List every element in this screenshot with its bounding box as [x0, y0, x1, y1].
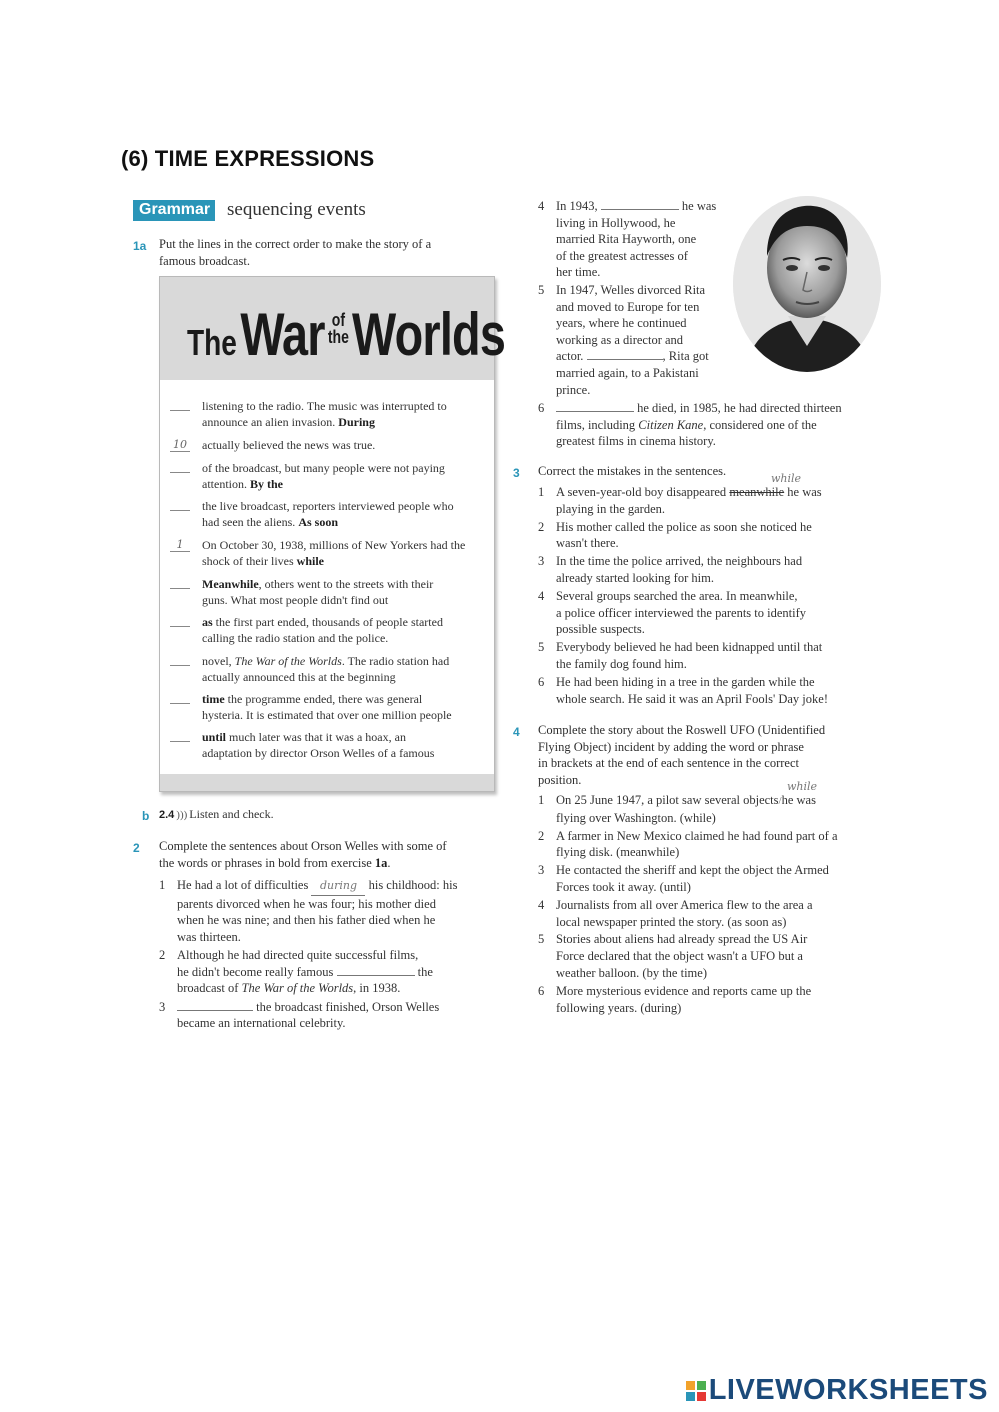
- sentence-number: 4: [538, 199, 545, 213]
- listen-text: Listen and check.: [189, 807, 274, 821]
- sentence-number: 4: [538, 897, 545, 912]
- bold-phrase: Meanwhile: [202, 577, 259, 591]
- sentence-text: he was: [784, 485, 822, 499]
- instruction-line: the words or phrases in bold from exercise: [159, 855, 375, 870]
- exercise-instruction: [159, 838, 447, 871]
- sentence-text: actor.: [556, 349, 587, 364]
- sentence: [159, 877, 499, 945]
- sentence: [538, 588, 883, 638]
- sentence: [538, 983, 883, 1017]
- instruction-line: Complete the story about the Roswell UFO (Unidentified: [538, 723, 826, 737]
- answer-blank[interactable]: [556, 400, 634, 412]
- sentence-number: 1: [538, 793, 545, 807]
- sentence-text: , Rita got: [662, 349, 709, 364]
- sentence-text: In the time the police arrived, the neighbours had: [556, 554, 803, 569]
- sentence-text: A seven-year-old boy disappeared: [556, 485, 730, 499]
- sentence-text: flying disk. (meanwhile): [556, 845, 680, 860]
- exercise-number: b: [142, 809, 150, 823]
- answer-blank[interactable]: [170, 499, 192, 511]
- sentence-text: was thirteen.: [177, 929, 241, 944]
- sentence-text: married Rita Hayworth, one: [556, 232, 697, 247]
- sentence-number: 5: [538, 640, 545, 655]
- exercise-number: 4: [513, 725, 520, 739]
- bold-phrase: while: [296, 553, 324, 568]
- caret-mark: /: [778, 795, 782, 807]
- sentence: [538, 828, 883, 862]
- item-text: guns. What most people didn't find out: [202, 592, 389, 607]
- answer-blank[interactable]: [170, 399, 192, 411]
- sentence-text: already started looking for him.: [556, 570, 714, 585]
- sentence-text: the broadcast finished, Orson Welles: [253, 999, 440, 1014]
- sentence-text: Although he had directed quite successful films,: [177, 948, 419, 962]
- sentence: [538, 674, 883, 708]
- sentence-number: 3: [538, 863, 545, 878]
- sentence-text: He had a lot of difficulties: [177, 878, 312, 892]
- answer-blank[interactable]: [170, 538, 192, 552]
- sentence-text: In 1943,: [556, 199, 601, 213]
- instruction-line: famous broadcast.: [159, 253, 250, 268]
- sentence-text: playing in the garden.: [556, 501, 665, 516]
- sentence-text: of the greatest actresses of: [556, 248, 688, 263]
- logo-of-the: [328, 312, 349, 346]
- sentence-number: 6: [538, 674, 545, 689]
- sentence-text: possible suspects.: [556, 622, 645, 637]
- instruction-line: position.: [538, 772, 582, 787]
- item-text: adaptation by director Orson Welles of a famous: [202, 745, 435, 760]
- item-text: actually announced this at the beginning: [202, 669, 396, 684]
- answer-blank[interactable]: [170, 615, 192, 627]
- sentence-number: 5: [538, 282, 545, 297]
- sentence-text: Force declared that the object wasn't a UFO but a: [556, 949, 803, 964]
- sentence-text: Forces took it away. (until): [556, 879, 691, 894]
- story-box: [159, 276, 506, 792]
- bold-phrase: By the: [250, 476, 283, 491]
- sentence-number: 3: [538, 554, 545, 569]
- answer-blank[interactable]: [170, 461, 192, 473]
- listen-line: [159, 807, 274, 823]
- sentence-text: parents divorced when he was four; his mother died: [177, 896, 436, 911]
- item-text: novel,: [202, 654, 235, 668]
- sentence-text: flying over Washington. (while): [556, 810, 716, 825]
- answer-blank[interactable]: [170, 577, 192, 589]
- instruction-line: Flying Object) incident by adding the word or phrase: [538, 739, 804, 754]
- sentence-number: 1: [538, 485, 545, 499]
- sentence-text: whole search. He said it was an April Fools' Day joke!: [556, 691, 828, 706]
- sentence-text: he died, in 1985, he had directed thirteen: [634, 401, 842, 415]
- item-text: shock of their lives: [202, 553, 297, 568]
- answer-blank[interactable]: [337, 964, 415, 976]
- instruction-line: .: [387, 855, 391, 870]
- sentence: [538, 400, 883, 450]
- page-title: (6) TIME EXPRESSIONS: [121, 146, 375, 171]
- ex2-sentences: [159, 877, 499, 1032]
- sentence-text: married again, to a Pakistani: [556, 365, 699, 380]
- item-text: attention.: [202, 476, 250, 491]
- sentence: [538, 862, 883, 896]
- bold-phrase: During: [338, 414, 375, 429]
- sentence: [159, 947, 499, 997]
- sentence-text: became an international celebrity.: [177, 1016, 346, 1030]
- item-text: the programme ended, there was general: [224, 692, 423, 706]
- exercise-instruction: Correct the mistakes in the sentences.: [538, 464, 727, 478]
- sentence-number: 4: [538, 588, 545, 603]
- exercise-number: 2: [133, 841, 140, 855]
- handwritten-answer[interactable]: during: [311, 878, 365, 896]
- sentence-text: local newspaper printed the story. (as soon as): [556, 914, 787, 929]
- ex4-sentences: [538, 792, 883, 1016]
- sentence-text: the: [414, 964, 433, 979]
- sentence-text: working as a director and: [556, 332, 684, 347]
- exercise-instruction: [538, 722, 825, 788]
- sentence-text: years, where he continued: [556, 316, 687, 331]
- italic-title: Citizen Kane: [638, 417, 704, 432]
- bold-phrase: As soon: [298, 514, 338, 529]
- item-text: of the broadcast, but many people were not paying: [202, 461, 445, 475]
- answer-blank[interactable]: [601, 198, 679, 210]
- bold-phrase: until: [202, 730, 227, 744]
- portrait-illustration: [733, 196, 881, 372]
- sentence-text: Everybody believed he had been kidnapped until that: [556, 640, 823, 655]
- sentence-text: a police officer interviewed the parents to identify: [556, 605, 807, 620]
- sentence-text: Journalists from all over America flew to the area a: [556, 897, 813, 912]
- item-text: much later was that it was a hoax, an: [226, 730, 406, 744]
- sentence-text: he didn't become really famous: [177, 964, 337, 979]
- sentence-text: the family dog found him.: [556, 656, 687, 671]
- portrait-photo: [733, 196, 881, 372]
- sentence: [538, 553, 883, 587]
- answer-blank[interactable]: [177, 999, 253, 1011]
- item-text: had seen the aliens.: [202, 514, 299, 529]
- liveworksheets-logo-icon: [686, 1376, 706, 1396]
- sentence-number: 2: [159, 948, 166, 962]
- item-text: calling the radio station and the police.: [202, 630, 389, 645]
- answer-blank[interactable]: [587, 348, 663, 360]
- logo-word: of: [331, 310, 346, 330]
- exercise-reference: 1a: [374, 855, 388, 870]
- exercise-instruction: [159, 236, 431, 269]
- logo-word: The: [187, 322, 237, 363]
- sentence: [538, 931, 883, 981]
- logo-text: LIVEWORKSHEETS: [708, 1374, 988, 1406]
- item-text: listening to the radio. The music was interrupted to: [202, 399, 447, 413]
- sentence-text: wasn't there.: [556, 536, 619, 551]
- sentence-text: films, including: [556, 417, 639, 432]
- item-text: the live broadcast, reporters interviewed people who: [202, 499, 454, 513]
- sentence-text: he was: [781, 793, 816, 807]
- item-text: actually believed the news was true.: [202, 438, 376, 452]
- sentence: [538, 198, 738, 281]
- sentence-text: he was: [678, 199, 717, 213]
- handwritten-answer: 10: [170, 438, 190, 452]
- italic-title: The War of the Worlds: [241, 981, 354, 995]
- story-box-header: [160, 277, 506, 380]
- sentence-text: A farmer in New Mexico claimed he had found part of a: [556, 828, 838, 843]
- sentence-text: His mother called the police as soon she noticed he: [556, 519, 812, 534]
- item-text: , others went to the streets with their: [258, 577, 434, 591]
- sentence: [538, 792, 883, 827]
- sentence-text: her time.: [556, 265, 601, 280]
- answer-blank[interactable]: [170, 438, 192, 452]
- sentence-text: In 1947, Welles divorced Rita: [556, 282, 706, 297]
- sentence-text: living in Hollywood, he: [556, 215, 676, 230]
- sentence-text: broadcast of: [177, 981, 242, 995]
- sentence-text: following years. (during): [556, 1000, 682, 1015]
- sentence-number: 2: [538, 828, 545, 843]
- handwritten-correction: while: [771, 472, 802, 485]
- sentence: [538, 519, 883, 553]
- sentence-number: 3: [159, 999, 166, 1014]
- item-text: On October 30, 1938, millions of New Yorkers had the: [202, 538, 466, 552]
- bold-phrase: time: [202, 692, 225, 706]
- sentence-text: weather balloon. (by the time): [556, 965, 707, 980]
- sentence-text: when he was nine; and then his father died when he: [177, 913, 436, 927]
- sentence: [538, 639, 883, 673]
- instruction-line: Put the lines in the correct order to make the story of a: [159, 237, 432, 251]
- item-text: the first part ended, thousands of people started: [212, 615, 443, 629]
- sentence-text: , in 1938.: [353, 981, 401, 995]
- item-text: announce an alien invasion.: [202, 414, 339, 429]
- sentence-text: More mysterious evidence and reports came up the: [556, 983, 812, 998]
- instruction-line: in brackets at the end of each sentence in the correct: [538, 756, 799, 771]
- sentence: [538, 282, 738, 398]
- struck-word: meanwhile: [729, 485, 785, 499]
- war-of-the-worlds-logo: [187, 300, 505, 369]
- answer-blank[interactable]: [170, 654, 192, 666]
- sentence: [159, 999, 499, 1032]
- sentence-text: He contacted the sheriff and kept the object the Armed: [556, 863, 829, 878]
- sentence-text: prince.: [556, 382, 591, 397]
- instruction-line: Complete the sentences about Orson Welles with some of: [159, 839, 447, 853]
- sentence-number: 6: [538, 401, 545, 415]
- exercise-number: 1a: [133, 239, 147, 253]
- sentence-number: 5: [538, 932, 545, 947]
- logo-word: War: [240, 301, 325, 368]
- sentence-text: , considered one of the: [703, 417, 817, 432]
- item-text: hysteria. It is estimated that over one million people: [202, 707, 452, 722]
- sentence-text: his childhood: his: [365, 878, 458, 892]
- handwritten-answer: 1: [170, 538, 190, 552]
- sentence-text: On 25 June 1947, a pilot saw several objects: [556, 793, 779, 807]
- logo-word: Worlds: [352, 301, 506, 368]
- answer-blank[interactable]: [170, 692, 192, 704]
- sentence-number: 6: [538, 983, 545, 998]
- italic-title: The War of the Worlds: [234, 654, 342, 668]
- sentence-text: Several groups searched the area. In meanwhile,: [556, 588, 798, 603]
- sentence-text: and moved to Europe for ten: [556, 299, 700, 314]
- ex2-sentences-continued: [538, 198, 738, 398]
- sentence-text: Stories about aliens had already spread the US Air: [556, 932, 808, 947]
- grammar-badge: Grammar: [133, 200, 215, 221]
- sentence: [538, 897, 883, 931]
- exercise-number: 3: [513, 466, 520, 480]
- sentence-number: 1: [159, 878, 166, 892]
- item-text: . The radio station had: [341, 654, 450, 668]
- sentence-text: greatest films in cinema history.: [556, 434, 716, 449]
- audio-icon[interactable]: ))): [176, 809, 188, 821]
- logo-word: the: [327, 327, 349, 347]
- section-subtitle: sequencing events: [227, 199, 366, 220]
- sentence: [538, 484, 883, 518]
- liveworksheets-logo[interactable]: [686, 1374, 988, 1407]
- ex3-sentences: [538, 484, 883, 707]
- sentence-number: 2: [538, 519, 545, 534]
- story-box-footer: [160, 774, 494, 791]
- track-number: 2.4: [159, 809, 175, 821]
- bold-phrase: as: [202, 615, 213, 629]
- sentence-text: He had been hiding in a tree in the garden while the: [556, 674, 815, 689]
- handwritten-insertion: while: [787, 780, 818, 793]
- answer-blank[interactable]: [170, 730, 192, 742]
